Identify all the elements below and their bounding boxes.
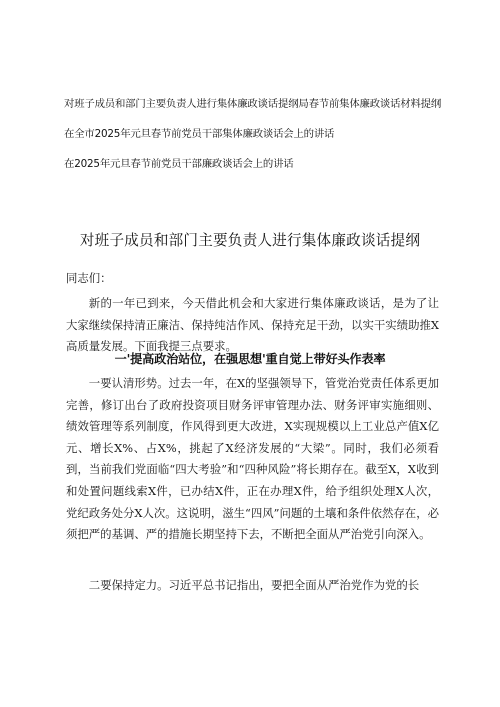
document-title: 对班子成员和部门主要负责人进行集体廉政谈话提纲 bbox=[79, 232, 421, 249]
related-document-link[interactable]: 对班子成员和部门主要负责人进行集体廉政谈话提纲局春节前集体廉政谈话材料提纲 bbox=[64, 98, 442, 110]
body-paragraph: 一要认清形势。过去一年，在X的坚强领导下，管党治党责任体系更加完善，修订出台了政府投资项目财务评审管理办法、财务评审实施细则、绩效管理等系列制度，作风得到更大改进，X实现规模以上工业总产值X亿元、增长X%、占X%，挑起了X经济发展的“大梁”。同时，我们必须看到，当前我们党面临“四大考验”和“四种风险”将长期存在。截至X，X收到和处置问题线索X件，已办结X件，正在办理X件，给予组织处理X人次，党纪政务处分X人次。这说明，滋生“四风”问题的土壤和条件依然存在，必须把严的基调、严的措施长期坚持下去，不断把全面从严治党引向深入。 bbox=[66, 376, 439, 542]
body-paragraph: 二要保持定力。习近平总书记指出，要把全面从严治党作为党的长 bbox=[88, 578, 420, 592]
intro-paragraph: 新的一年已到来，今天借此机会和大家进行集体廉政谈话，是为了让大家继续保持清正廉洁、保持纯洁作风、保持充足干劲，以实干实绩助推X高质量发展。下面我提三点要求。 bbox=[66, 296, 439, 354]
section-heading: 一'提高政治站位，在强思想'重自觉上带好头作表率 bbox=[114, 352, 386, 366]
salutation: 同志们： bbox=[66, 271, 112, 285]
related-document-link[interactable]: 在2025年元旦春节前党员干部廉政谈话会上的讲话 bbox=[64, 158, 294, 170]
related-document-link[interactable]: 在全市2025年元旦春节前党员干部集体廉政谈话会上的讲话 bbox=[64, 128, 335, 140]
